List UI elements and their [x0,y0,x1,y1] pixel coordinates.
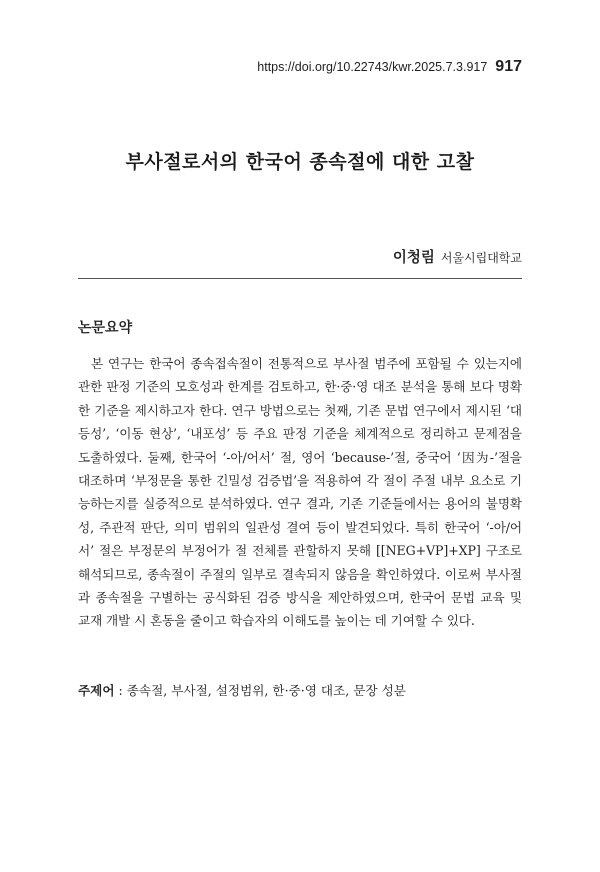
keywords-label: 주제어 [78,683,115,698]
keywords-text: 종속절, 부사절, 설정범위, 한·중·영 대조, 문장 성분 [126,683,406,698]
title-divider [78,278,522,279]
doi-link[interactable]: https://doi.org/10.22743/kwr.2025.7.3.917 [257,60,488,74]
page-number: 917 [495,58,522,75]
author-affiliation: 서울시립대학교 [440,251,522,265]
running-header [257,58,522,76]
keywords-line [78,680,522,699]
keywords-separator: : [114,683,127,698]
paper-title: 부사절로서의 한국어 종속절에 대한 고찰 [125,151,475,173]
author-name: 이청림 [392,250,435,266]
abstract-body: 본 연구는 한국어 종속접속절이 전통적으로 부사절 범주에 포함될 수 있는지에 관한 판정 기준의 모호성과 한계를 검토하고, 한·중·영 대조 분석을 통해 보다 명확한 기준을 제시하고자 한다. 연구 방법으로는 첫째, 기존 문법 연구에서 제시된 ‘대등성’, ‘이동 현상’, ‘내포성’ 등 주요 판정 기준을 체계적으로 정리하고 문제점을 도출하였다. 둘째, 한국어 ‘-아/어서’ 절, 영어 ‘because-’절, 중국어 ‘因为-’절을 대조하며 ‘부정문을 통한 긴밀성 검증법’을 적용하여 각 절이 주절 내부 요소로 기능하는지를 실증적으로 분석하였다. 연구 결과, 기존 기준들에서는 용어의 불명확성, 주관적 판단, 의미 범위의 일관성 결여 등이 발견되었다. 특히 한국어 ‘-아/어서’ 절은 부정문의 부정어가 절 전체를 관할하지 못해 [[NEG+VP]+XP] 구조로 해석되므로, 종속절이 주절의 일부로 결속되지 않음을 확인하였다. 이로써 부사절과 종속절을 구별하는 공식화된 검증 방식을 제안하였으며, 한국어 문법 교육 및 교재 개발 시 혼동을 줄이고 학습자의 이해도를 높이는 데 기여할 수 있다. [78,356,522,629]
abstract-heading: 논문요약 [78,320,133,336]
author-block [393,246,522,267]
